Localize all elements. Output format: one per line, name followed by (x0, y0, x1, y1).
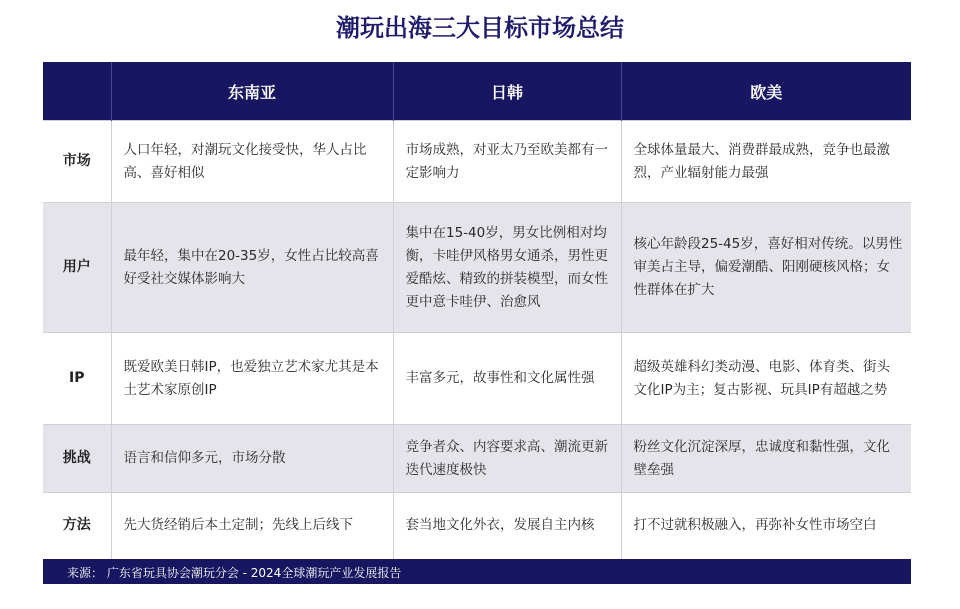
table-row (43, 333, 911, 425)
column-header: 东南亚 (111, 62, 393, 121)
table-row (43, 493, 911, 559)
table-cell: 核心年龄段25-45岁，喜好相对传统。以男性审美占主导，偏爱潮酷、阳刚硬核风格；女性群体在扩大 (621, 203, 911, 333)
table-cell: 竞争者众、内容要求高、潮流更新迭代速度极快 (393, 425, 621, 493)
row-header: IP (43, 333, 111, 425)
column-header: 日韩 (393, 62, 621, 121)
table-cell: 超级英雄科幻类动漫、电影、体育类、街头文化IP为主；复古影视、玩具IP有超越之势 (621, 333, 911, 425)
table-cell: 打不过就积极融入，再弥补女性市场空白 (621, 493, 911, 559)
column-header: 欧美 (621, 62, 911, 121)
table-cell: 市场成熟，对亚太乃至欧美都有一定影响力 (393, 121, 621, 203)
corner-cell (43, 62, 111, 121)
table-cell: 丰富多元，故事性和文化属性强 (393, 333, 621, 425)
table-cell: 套当地文化外衣，发展自主内核 (393, 493, 621, 559)
row-header: 方法 (43, 493, 111, 559)
page-title: 潮玩出海三大目标市场总结 (336, 14, 624, 42)
table-cell: 人口年轻，对潮玩文化接受快，华人占比高、喜好相似 (111, 121, 393, 203)
table-cell: 语言和信仰多元，市场分散 (111, 425, 393, 493)
table-row (43, 121, 911, 203)
table-cell: 既爱欧美日韩IP，也爱独立艺术家尤其是本土艺术家原创IP (111, 333, 393, 425)
table-row (43, 425, 911, 493)
table-cell: 集中在15-40岁，男女比例相对均衡，卡哇伊风格男女通杀，男性更爱酷炫、精致的拼装模型，而女性更中意卡哇伊、治愈风 (393, 203, 621, 333)
table-header-row (43, 62, 911, 121)
row-header: 挑战 (43, 425, 111, 493)
source-note: 来源： 广东省玩具协会潮玩分会 - 2024全球潮玩产业发展报告 (67, 566, 402, 580)
table-cell: 全球体量最大、消费群最成熟，竞争也最激烈，产业辐射能力最强 (621, 121, 911, 203)
row-header: 用户 (43, 203, 111, 333)
table-cell: 粉丝文化沉淀深厚，忠诚度和黏性强，文化壁垒强 (621, 425, 911, 493)
summary-table-frame (43, 62, 911, 584)
table-cell: 先大货经销后本土定制；先线上后线下 (111, 493, 393, 559)
summary-table (43, 62, 911, 559)
row-header: 市场 (43, 121, 111, 203)
table-row (43, 203, 911, 333)
table-cell: 最年轻，集中在20-35岁，女性占比较高喜好受社交媒体影响大 (111, 203, 393, 333)
